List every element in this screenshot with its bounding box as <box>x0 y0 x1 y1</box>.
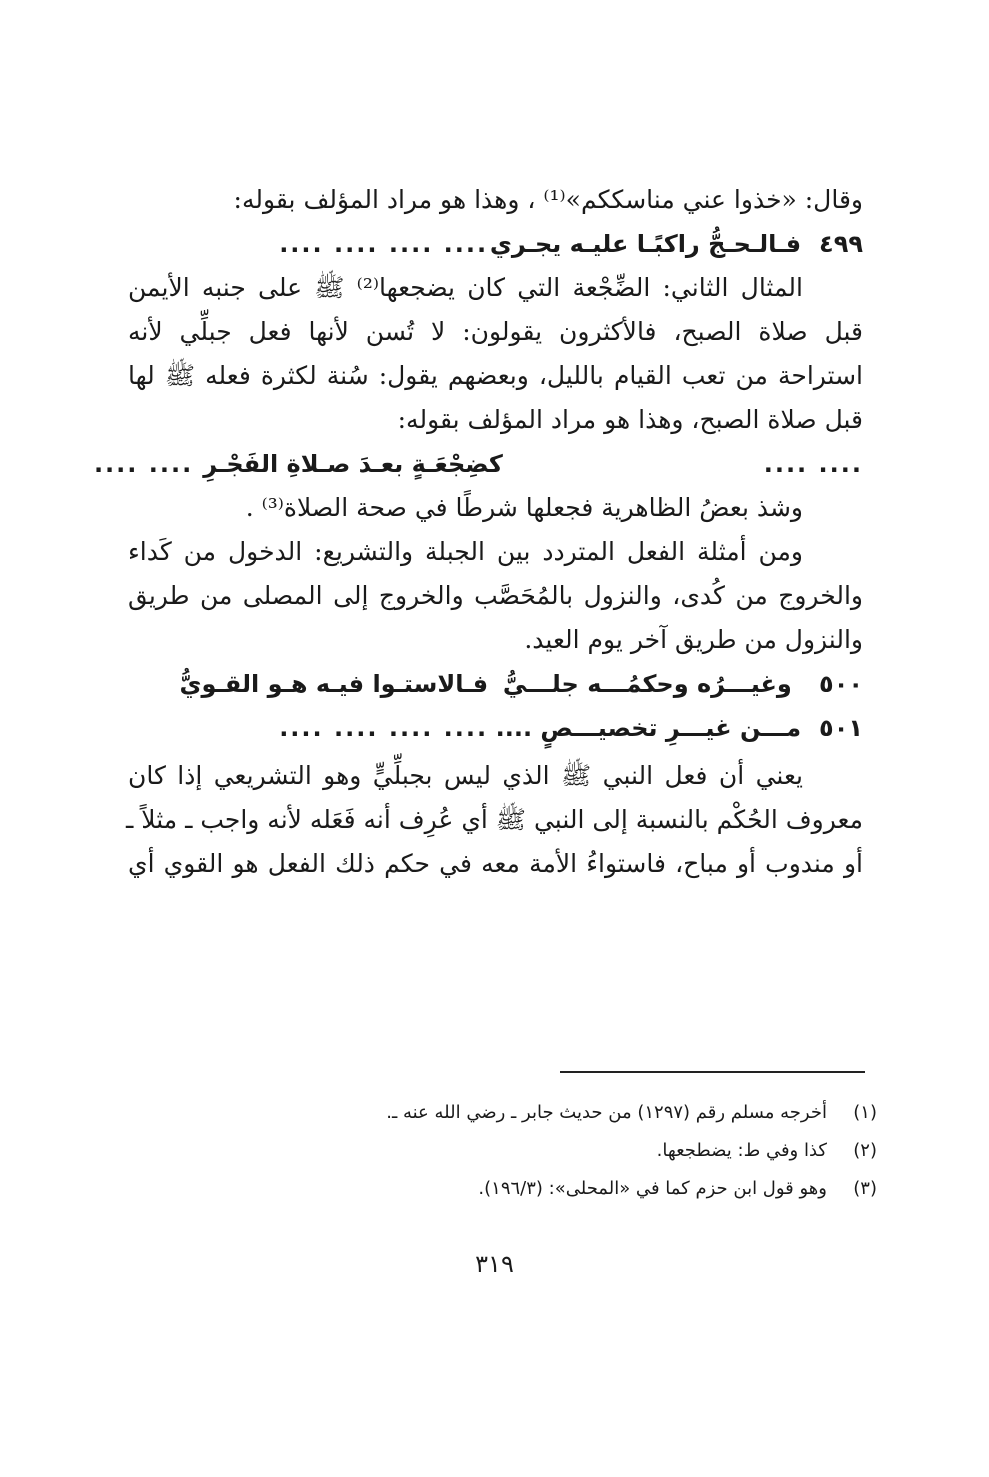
text-line: قبل صلاة الصبح، فالأكثرون يقولون: لا تُسن لأنها فعل جبلِّي لأنه <box>128 317 863 346</box>
verse-text: فـالاستـوا فيـه هـو القـويُّ <box>179 670 489 698</box>
footnote-number: (٢) <box>853 1140 877 1161</box>
verse-left-hemistich <box>128 222 488 266</box>
footnote-number: (١) <box>853 1102 877 1123</box>
verse-dots: .... .... <box>93 450 194 478</box>
text-line: وشذ بعضُ الظاهرية فجعلها شرطًا في صحة الصلاة⁽³⁾ . <box>245 493 803 522</box>
verse-left-hemistich <box>128 706 488 750</box>
verse-number: ٥٠١ <box>819 714 863 742</box>
text-line: ومن أمثلة الفعل المتردد بين الجبلة والتشريع: الدخول من كَداء <box>128 537 803 566</box>
text-line: والنزول من طريق آخر يوم العيد. <box>524 625 863 654</box>
footnote-text: أخرجه مسلم رقم (١٢٩٧) من حديث جابر ـ رضي الله عنه ـ. <box>386 1102 827 1123</box>
verse-dajaa <box>93 442 863 486</box>
footnote <box>257 1170 877 1208</box>
page-number: ٣١٩ <box>475 1250 514 1278</box>
verse-number: ٤٩٩ <box>819 230 863 258</box>
text-line: قبل صلاة الصبح، وهذا هو مراد المؤلف بقوله: <box>397 405 863 434</box>
verse-499 <box>128 222 863 266</box>
text-line: والخروج من كُدى، والنزول بالمُحَصَّب والخروج إلى المصلى من طريق <box>128 581 863 610</box>
text-line: وقال: «خذوا عني مناسككم»⁽¹⁾ ، وهذا هو مراد المؤلف بقوله: <box>233 185 863 214</box>
verse-right-hemistich <box>490 222 863 266</box>
verse-text: كضِجْعَـةٍ بعـدَ صـلاةِ الفَجْـرِ <box>203 450 503 478</box>
footnote <box>257 1094 877 1132</box>
verse-dots: .... .... .... .... <box>279 230 489 258</box>
verse-dots: .... .... .... .... <box>279 714 489 742</box>
footnote-text: كذا وفي ط: يضطجعها. <box>656 1140 827 1161</box>
text-line: معروف الحُكْم بالنسبة إلى النبي ﷺ أي عُرِف أنه فَعَله لأنه واجب ـ مثلاً ـ <box>126 805 863 834</box>
footnote <box>257 1132 877 1170</box>
main-text <box>93 178 863 886</box>
verse-left-hemistich <box>128 662 488 706</box>
verse-left-hemistich <box>94 442 503 486</box>
text-line: المثال الثاني: الضِّجْعة التي كان يضجعها⁽²⁾ ﷺ على جنبه الأيمن <box>128 273 803 302</box>
verse-right-hemistich <box>503 662 863 706</box>
footnote-text: وهو قول ابن حزم كما في «المحلى»: (١٩٦/٣). <box>478 1178 827 1199</box>
verse-right-hemistich <box>503 442 863 486</box>
footnote-number: (٣) <box>853 1178 877 1199</box>
verse-right-hemistich <box>496 706 863 750</box>
text-line: أو مندوب أو مباح، فاستواءُ الأمة معه في حكم ذلك الفعل هو القوي أي <box>128 849 863 878</box>
verse-501 <box>128 706 863 750</box>
verse-text: فـالـحـجُّ راكبًـا عليـه يجـري <box>489 230 802 258</box>
text-line: استراحة من تعب القيام بالليل، وبعضهم يقول: سُنة لكثرة فعله ﷺ لها <box>128 361 863 390</box>
verse-text: وغيـــرُه وحكمُـــه جلـــيُّ <box>502 670 792 698</box>
verse-text: مـــن غيـــرِ تخصيـــصٍ .... <box>495 714 802 742</box>
verse-500 <box>128 662 863 706</box>
footnote-separator <box>560 1071 865 1073</box>
verse-dots: .... .... <box>763 450 863 478</box>
text-line: يعني أن فعل النبي ﷺ الذي ليس بجبلِّيٍّ وهو التشريعي إذا كان <box>128 761 803 790</box>
footnotes <box>257 1094 877 1208</box>
verse-number: ٥٠٠ <box>819 670 863 698</box>
